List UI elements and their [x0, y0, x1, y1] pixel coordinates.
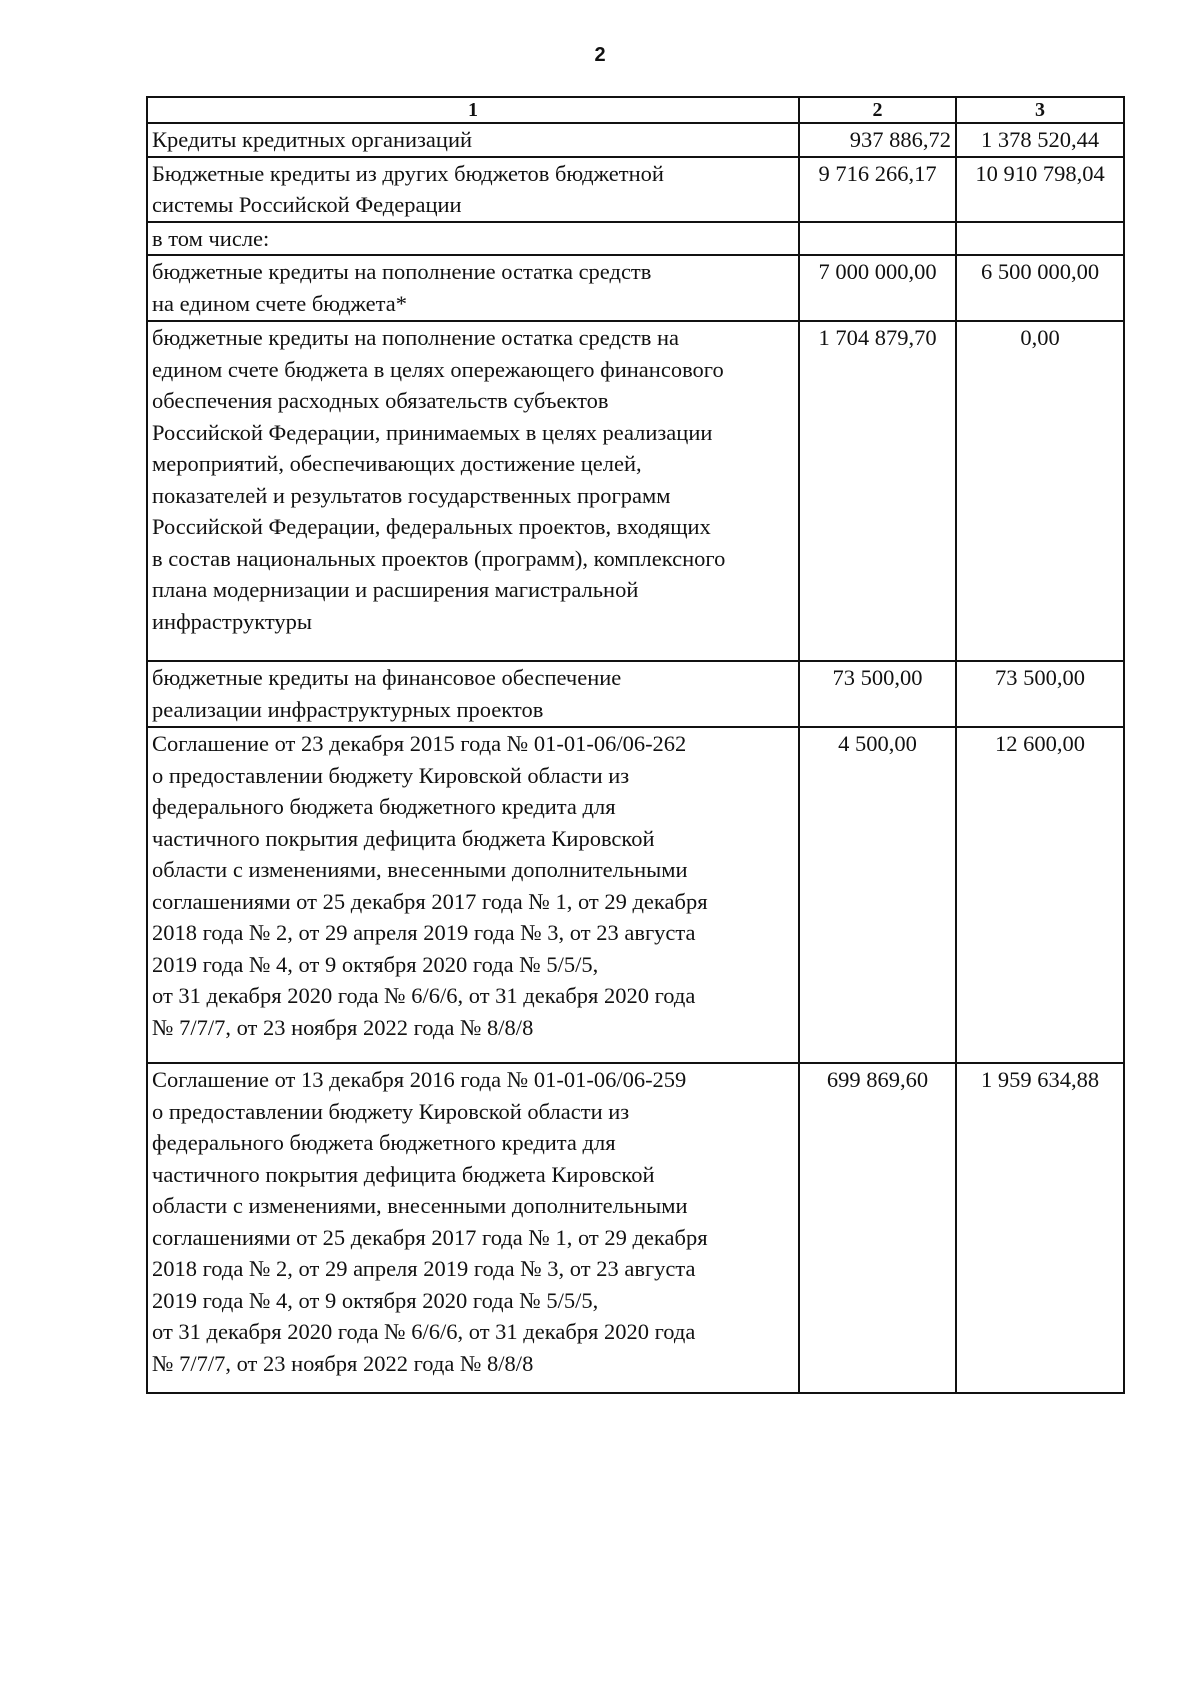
row-value-col3: 0,00 [956, 321, 1124, 661]
row-label: бюджетные кредиты на финансовое обеспечение реализации инфраструктурных проектов [147, 661, 799, 727]
row-label: Соглашение от 13 декабря 2016 года № 01-01-06/06-259 о предоставлении бюджету Кировской области из федерального бюджета бюджетного кредита для частичного покрытия дефицита бюджета Кировской области с изменениями, внесенными дополнительными соглашениями от 25 декабря 2017 года № 1, от 29 декабря 2018 года № 2, от 29 апреля 2019 года № 3, от 23 августа 2019 года № 4, от 9 октября 2020 года № 5/5/5, от 31 декабря 2020 года № 6/6/6, от 31 декабря 2020 года № 7/7/7, от 23 ноября 2022 года № 8/8/8 [147, 1063, 799, 1393]
row-label: в том числе: [147, 222, 799, 256]
row-value-col2: 1 704 879,70 [799, 321, 956, 661]
row-value-col2: 73 500,00 [799, 661, 956, 727]
row-value-col3: 12 600,00 [956, 727, 1124, 1063]
row-label: бюджетные кредиты на пополнение остатка средств на едином счете бюджета в целях опережающего финансового обеспечения расходных обязательств субъектов Российской Федерации, принимаемых в целях реализации мероприятий, обеспечивающих достижение целей, показателей и результатов государственных программ Российской Федерации, федеральных проектов, входящих в состав национальных проектов (программ), комплексного плана модернизации и расширения магистральной инфраструктуры [147, 321, 799, 661]
row-value-col3: 1 959 634,88 [956, 1063, 1124, 1393]
column-header-1: 1 [147, 97, 799, 123]
row-value-col3 [956, 222, 1124, 256]
column-header-2: 2 [799, 97, 956, 123]
budget-credits-table [146, 96, 1125, 1394]
table-row [147, 255, 1124, 321]
row-value-col2: 9 716 266,17 [799, 157, 956, 222]
row-label: Бюджетные кредиты из других бюджетов бюджетной системы Российской Федерации [147, 157, 799, 222]
row-value-col2: 7 000 000,00 [799, 255, 956, 321]
row-label: Соглашение от 23 декабря 2015 года № 01-01-06/06-262 о предоставлении бюджету Кировской области из федерального бюджета бюджетного кредита для частичного покрытия дефицита бюджета Кировской области с изменениями, внесенными дополнительными соглашениями от 25 декабря 2017 года № 1, от 29 декабря 2018 года № 2, от 29 апреля 2019 года № 3, от 23 августа 2019 года № 4, от 9 октября 2020 года № 5/5/5, от 31 декабря 2020 года № 6/6/6, от 31 декабря 2020 года № 7/7/7, от 23 ноября 2022 года № 8/8/8 [147, 727, 799, 1063]
table-row [147, 321, 1124, 661]
page-number: 2 [594, 44, 606, 66]
row-value-col3: 1 378 520,44 [956, 123, 1124, 157]
table-row [147, 661, 1124, 727]
table-row [147, 222, 1124, 256]
row-value-col2: 699 869,60 [799, 1063, 956, 1393]
row-value-col2: 4 500,00 [799, 727, 956, 1063]
row-label: Кредиты кредитных организаций [147, 123, 799, 157]
table-row [147, 727, 1124, 1063]
row-value-col3: 6 500 000,00 [956, 255, 1124, 321]
row-value-col2: 937 886,72 [799, 123, 956, 157]
row-value-col2 [799, 222, 956, 256]
table-row [147, 123, 1124, 157]
table-row [147, 157, 1124, 222]
table-row [147, 1063, 1124, 1393]
row-value-col3: 10 910 798,04 [956, 157, 1124, 222]
table-header-row [147, 97, 1124, 123]
column-header-3: 3 [956, 97, 1124, 123]
row-value-col3: 73 500,00 [956, 661, 1124, 727]
row-label: бюджетные кредиты на пополнение остатка средств на едином счете бюджета* [147, 255, 799, 321]
